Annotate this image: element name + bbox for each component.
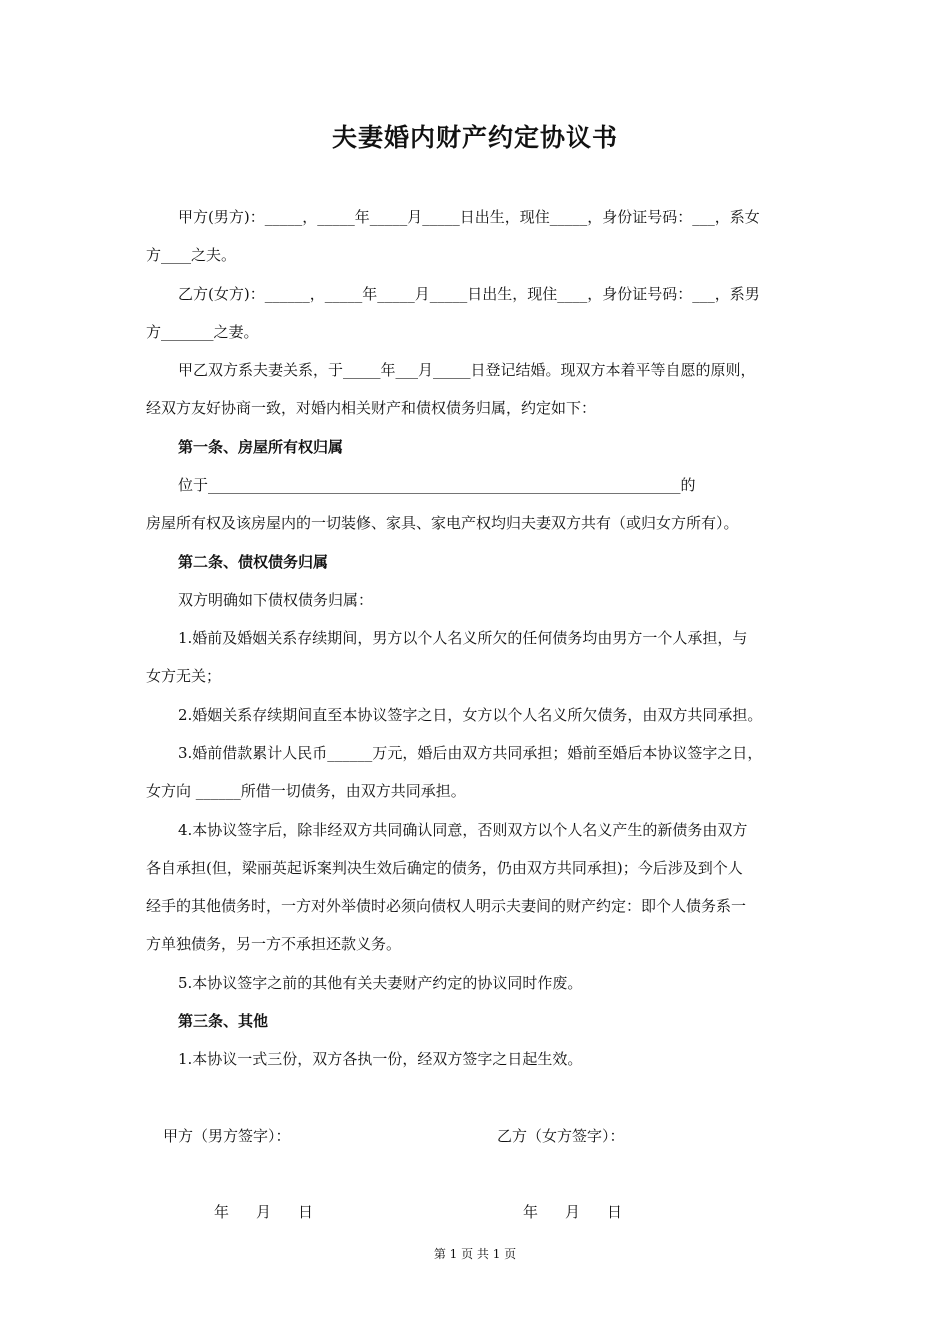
party-a-line1: 甲方(男方)：_____，_____年_____月_____日出生，现住_____，身份证号码：___，系女 bbox=[178, 208, 760, 226]
party-a-date bbox=[214, 1202, 340, 1222]
party-a-signature-label: 甲方（男方签字）： bbox=[163, 1127, 291, 1145]
article2-item4-line1: 4.本协议签字后，除非经双方共同确认同意，否则双方以个人名义产生的新债务由双方 bbox=[178, 821, 748, 839]
party-b-date-month: 月 bbox=[565, 1203, 581, 1221]
article2-heading: 第二条、债权债务归属 bbox=[178, 553, 329, 571]
party-a-date-month: 月 bbox=[256, 1203, 272, 1221]
party-b-date-day: 日 bbox=[607, 1203, 623, 1221]
article2-item5-line1: 5.本协议签字之前的其他有关夫妻财产约定的协议同时作废。 bbox=[178, 974, 583, 992]
article2-item3-line1: 3.婚前借款累计人民币______万元，婚后由双方共同承担；婚前至婚后本协议签字之日， bbox=[178, 744, 763, 762]
marriage-intro-line2: 经双方友好协商一致，对婚内相关财产和债权债务归属，约定如下： bbox=[146, 399, 597, 417]
article2-intro: 双方明确如下债权债务归属： bbox=[178, 591, 374, 609]
party-a-date-year: 年 bbox=[214, 1203, 230, 1221]
party-b-line1: 乙方(女方)：______，_____年_____月_____日出生，现住____，身份证号码：___，系男 bbox=[178, 285, 760, 303]
article2-item1-line1: 1.婚前及婚姻关系存续期间，男方以个人名义所欠的任何债务均由男方一个人承担，与 bbox=[178, 629, 748, 647]
marriage-intro-line1: 甲乙双方系夫妻关系，于_____年___月_____日登记结婚。现双方本着平等自愿的原则， bbox=[178, 361, 756, 379]
party-a-date-day: 日 bbox=[298, 1203, 314, 1221]
page-footer: 第 1 页 共 1 页 bbox=[433, 1247, 517, 1261]
article2-item4-line2: 各自承担(但，梁丽英起诉案判决生效后确定的债务，仍由双方共同承担)；今后涉及到个人 bbox=[146, 859, 743, 877]
article2-item2-line1: 2.婚姻关系存续期间直至本协议签字之日，女方以个人名义所欠债务，由双方共同承担。 bbox=[178, 706, 763, 724]
article3-heading: 第三条、其他 bbox=[178, 1012, 269, 1030]
party-a-line2: 方____之夫。 bbox=[146, 246, 237, 264]
article1-heading: 第一条、房屋所有权归属 bbox=[178, 438, 344, 456]
article2-item4-line3: 经手的其他债务时，一方对外举债时必须向债权人明示夫妻间的财产约定：即个人债务系一 bbox=[146, 897, 747, 915]
article2-item1-line2: 女方无关； bbox=[146, 667, 222, 685]
party-b-line2: 方_______之妻。 bbox=[146, 323, 259, 341]
document-title: 夫妻婚内财产约定协议书 bbox=[331, 123, 618, 152]
article2-item3-line2: 女方向 ______所借一切债务，由双方共同承担。 bbox=[146, 782, 466, 800]
party-b-signature-label: 乙方（女方签字）： bbox=[497, 1127, 625, 1145]
article1-line1: 位于_______________________________________________________________的 bbox=[178, 476, 696, 494]
party-b-date-year: 年 bbox=[523, 1203, 539, 1221]
article2-item4-line4: 方单独债务，另一方不承担还款义务。 bbox=[146, 935, 402, 953]
article3-item1-line1: 1.本协议一式三份，双方各执一份，经双方签字之日起生效。 bbox=[178, 1050, 583, 1068]
party-b-date bbox=[523, 1202, 649, 1222]
article1-line2: 房屋所有权及该房屋内的一切装修、家具、家电产权均归夫妻双方共有（或归女方所有）。 bbox=[146, 514, 739, 532]
